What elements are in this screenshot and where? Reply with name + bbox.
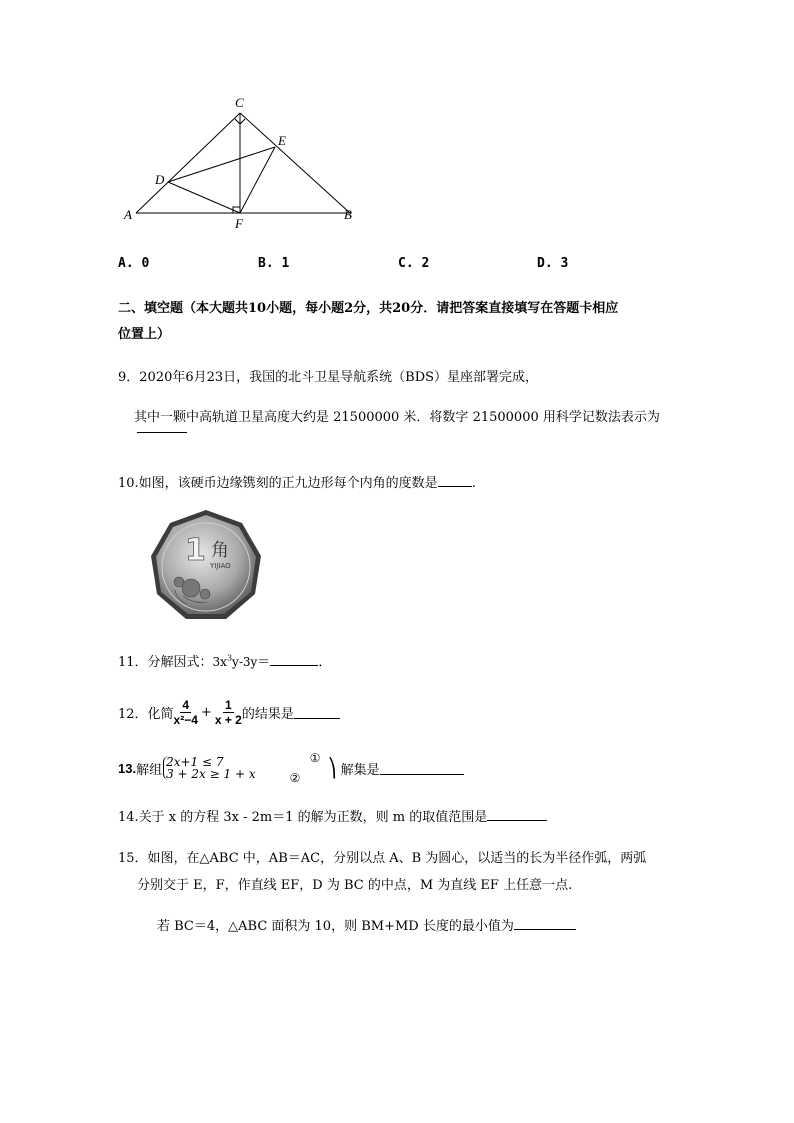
q13-inequality-system	[163, 756, 256, 780]
q15-answer-blank	[514, 917, 576, 930]
q13-mark-2: ②	[289, 771, 301, 785]
q13-row2: 3 + 2x ≥ 1 + x	[166, 767, 256, 781]
q11-question	[118, 651, 331, 670]
q11-expr-b: y-3y	[232, 655, 258, 669]
q11-equals: ＝	[257, 655, 271, 670]
section-heading: 二、填空题（本大题共10小题，每小题2分，共20分．请把答案直接填写在答题卡相应	[118, 301, 619, 316]
coin-digit: 1	[185, 533, 206, 568]
coin-pinyin: YIJIAO	[210, 562, 231, 570]
option-c: C. 2	[398, 256, 430, 271]
q13-answer-blank	[380, 762, 464, 775]
q11-exponent: 3	[226, 653, 233, 663]
q12-plus: +	[200, 705, 212, 720]
segment-ac	[136, 113, 240, 213]
q13-word: 解组	[136, 762, 163, 778]
q12-answer-blank	[294, 706, 340, 719]
q10-period: .	[471, 476, 476, 491]
q14-question	[118, 806, 547, 825]
q15-line3: 若 BC＝4，△ABC 面积为 10，则 BM+MD 长度的最小值为	[157, 919, 514, 934]
section-heading-cont: 位置上）	[118, 327, 171, 342]
q10-question	[118, 472, 476, 491]
label-d: D	[155, 172, 165, 187]
q13-number: 13.	[118, 760, 137, 776]
q13-brace: ⎞	[327, 757, 337, 779]
q12-prefix: 12．化简	[118, 707, 174, 722]
label-c: C	[235, 95, 244, 110]
q14-text: 14.关于 x 的方程 3x - 2m＝1 的解为正数，则 m 的取值范围是	[118, 810, 488, 825]
q13-question	[118, 751, 464, 785]
option-b: B. 1	[258, 256, 290, 271]
coin-image	[147, 508, 265, 626]
q11-expr-a: 3x	[212, 655, 227, 669]
q13-markers	[256, 751, 321, 785]
q13-suffix: 解集是	[340, 762, 380, 778]
option-a: A. 0	[118, 256, 150, 271]
label-f: F	[235, 216, 243, 231]
label-a: A	[124, 207, 132, 222]
label-b: B	[344, 207, 352, 222]
q11-prefix: 11．分解因式：	[118, 655, 213, 670]
q9-answer-blank	[137, 432, 187, 433]
q12-suffix: 的结果是	[241, 707, 294, 722]
q14-answer-blank	[487, 808, 547, 821]
segment-df	[168, 182, 240, 213]
triangle-figure	[118, 92, 368, 237]
q9-line2: 其中一颗中高轨道卫星高度大约是 21500000 米．将数字 21500000 用科学记数法表示为	[134, 410, 660, 425]
q11-period: ．	[318, 655, 332, 670]
q10-text: 10.如图，该硬币边缘镌刻的正九边形每个内角的度数是	[118, 476, 438, 491]
q12-fraction-1: $\frac{4}{\text{x²−4}}$	[173, 698, 198, 727]
option-d: D. 3	[537, 256, 569, 271]
q13-row1: 2x+1 ≤ 7	[166, 755, 224, 769]
q9-line1: 9．2020年6月23日，我国的北斗卫星导航系统（BDS）星座部署完成，	[118, 370, 539, 385]
q12-fraction-2: $\frac{1}{x + 2}$	[214, 698, 242, 727]
q15-line3-wrap	[157, 915, 576, 934]
segment-cb	[240, 113, 350, 213]
q10-answer-blank	[438, 474, 472, 487]
q11-answer-blank	[270, 653, 318, 666]
q15-line1: 15．如图，在△ABC 中，AB＝AC，分别以点 A、B 为圆心，以适当的长为半径作弧，两弧	[118, 851, 647, 866]
label-e: E	[278, 133, 286, 148]
q12-question	[118, 698, 340, 727]
q15-line2: 分别交于 E，F，作直线 EF，D 为 BC 的中点，M 为直线 EF 上任意一点.	[137, 878, 573, 893]
coin-character: 角	[211, 540, 229, 561]
q13-mark-1: ①	[309, 751, 321, 765]
